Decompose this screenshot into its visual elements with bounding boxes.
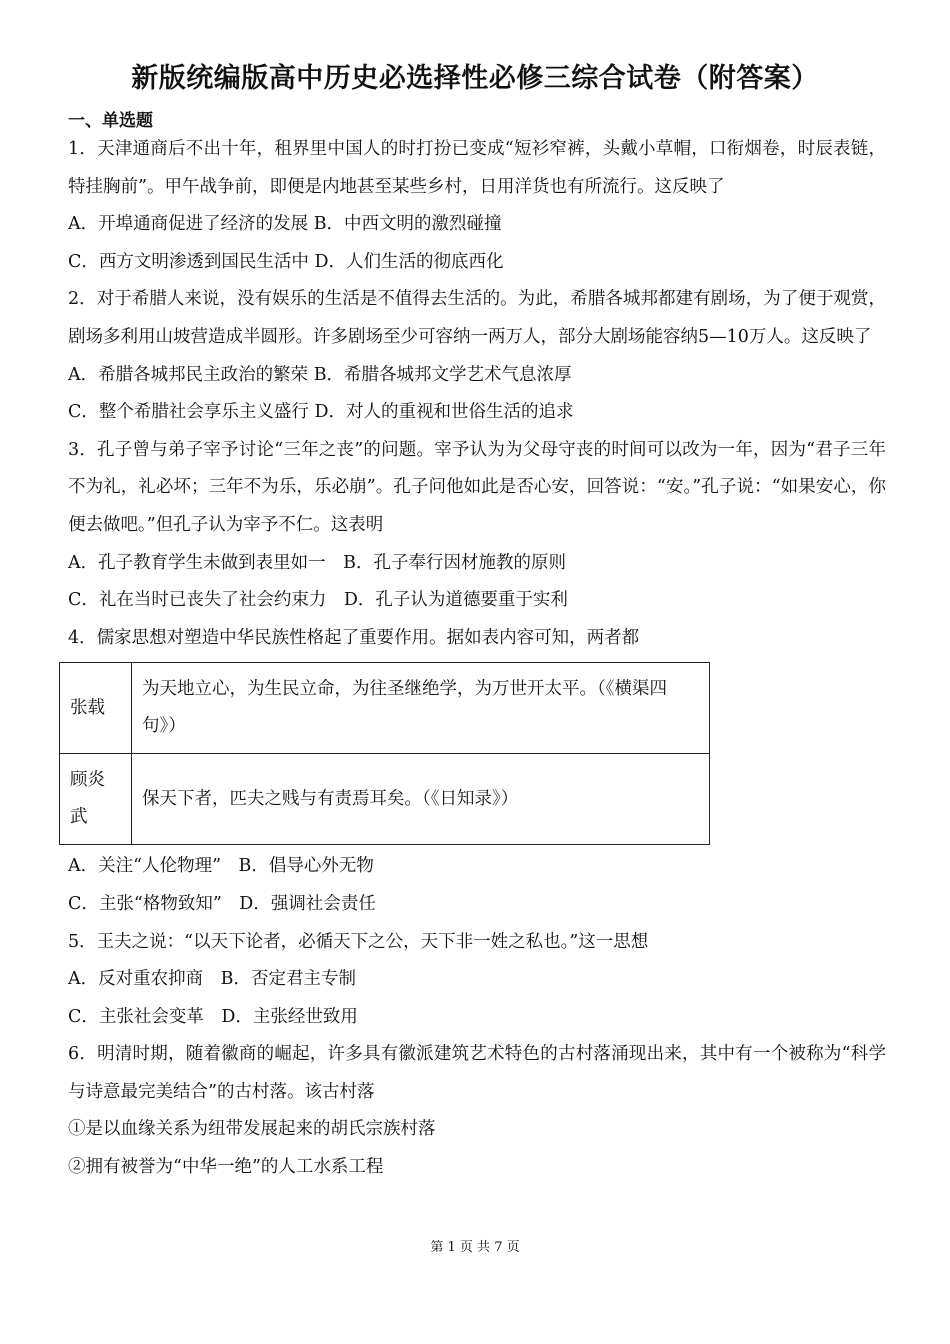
table-cell-quote: 保天下者，匹夫之贱与有责焉耳矣。（《日知录》）	[132, 754, 710, 845]
question-list	[68, 131, 886, 1187]
question-2-stem: 2．对于希腊人来说，没有娱乐的生活是不值得去生活的。为此，希腊各城邦都建有剧场，为了便于观赏，剧场多利用山坡营造成半圆形。许多剧场至少可容纳一两万人，部分大剧场能容纳5—10万人。这反映了	[68, 289, 886, 347]
question-6-item-2: ②拥有被誉为“中华一绝”的人工水系工程	[68, 1157, 384, 1178]
question-5-options-cd: C．主张社会变革 D．主张经世致用	[68, 1006, 358, 1027]
question-1-options-cd: C．西方文明渗透到国民生活中 D．人们生活的彻底西化	[68, 251, 504, 272]
section-heading: 一、单选题	[68, 111, 153, 131]
question-6-stem: 6．明清时期，随着徽商的崛起，许多具有徽派建筑艺术特色的古村落涌现出来，其中有一个被称为“科学与诗意最完美结合”的古村落。该古村落	[68, 1044, 886, 1102]
table-row	[60, 663, 710, 754]
question-2-options-ab: A．希腊各城邦民主政治的繁荣 B．希腊各城邦文学艺术气息浓厚	[68, 364, 572, 385]
table-cell-author: 张载	[60, 663, 132, 754]
question-4-options-ab: A．关注“人伦物理” B．倡导心外无物	[68, 856, 374, 877]
question-6-item-1: ①是以血缘关系为纽带发展起来的胡氏宗族村落	[68, 1119, 436, 1140]
question-5-stem: 5．王夫之说：“以天下论者，必循天下之公，天下非一姓之私也。”这一思想	[68, 931, 649, 952]
question-5-options-ab: A．反对重农抑商 B．否定君主专制	[68, 969, 356, 990]
question-3-stem: 3．孔子曾与弟子宰予讨论“三年之丧”的问题。宰予认为为父母守丧的时间可以改为一年，因为“君子三年不为礼，礼必坏；三年不为乐，乐必崩”。孔子问他如此是否心安，回答说：“安。”孔子说：“如果安心，你便去做吧。”但孔子认为宰予不仁。这表明	[68, 439, 886, 535]
table-cell-author: 顾炎武	[60, 754, 132, 845]
question-4-options-cd: C．主张“格物致知” D．强调社会责任	[68, 893, 376, 914]
question-3-options-ab: A．孔子教育学生未做到表里如一 B．孔子奉行因材施教的原则	[68, 552, 566, 573]
page-footer: 第 1 页 共 7 页	[430, 1240, 520, 1255]
table-cell-quote: 为天地立心，为生民立命，为往圣继绝学，为万世开太平。（《横渠四句》）	[132, 663, 710, 754]
question-2-options-cd: C．整个希腊社会享乐主义盛行 D．对人的重视和世俗生活的追求	[68, 402, 574, 423]
quote-table	[59, 662, 710, 845]
question-4-stem: 4．儒家思想对塑造中华民族性格起了重要作用。据如表内容可知，两者都	[68, 627, 640, 648]
table-row	[60, 754, 710, 845]
page-title: 新版统编版高中历史必选择性必修三综合试卷（附答案）	[131, 63, 819, 94]
question-3-options-cd: C．礼在当时已丧失了社会约束力 D．孔子认为道德要重于实利	[68, 590, 568, 611]
question-1-options-ab: A．开埠通商促进了经济的发展 B．中西文明的激烈碰撞	[68, 214, 502, 235]
question-1-stem: 1．天津通商后不出十年，租界里中国人的时打扮已变成“短衫窄裤，头戴小草帽，口衔烟卷，时辰表链，特挂胸前”。甲午战争前，即便是内地甚至某些乡村，日用洋货也有所流行。这反映了	[68, 139, 886, 197]
